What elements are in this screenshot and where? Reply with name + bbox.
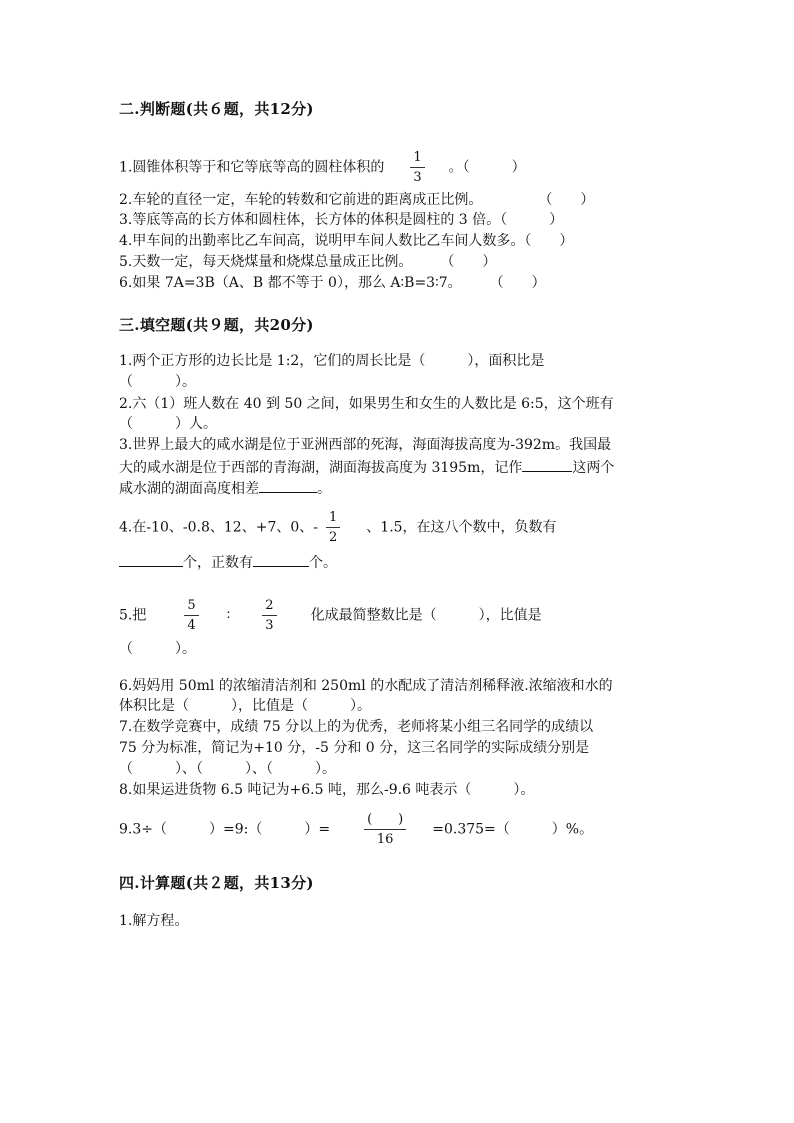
section-heading-fill: 三.填空题(共９题，共20分) [119,316,314,334]
judge-q1-text: 1.圆锥体积等于和它等底等高的圆柱体积的 [119,159,385,176]
judge-question-2: 2.车轮的直径一定，车轮的转数和它前进的距离成正比例。 （ ） [119,192,595,208]
fill-question-9: 9.3÷（ ）=9:（ ）= $\frac{( )}{16}$ =0.375=（ ）%。 [119,812,594,847]
fraction-five-fourths: $\frac{5}{4}$ [184,598,198,633]
answer-blank [522,457,572,472]
judge-question-1 [119,150,526,185]
fill-question-7a: 7.在数学竞赛中，成绩 75 分以上的为优秀，老师将某小组三名同学的成绩以 [119,719,594,735]
answer-blank [119,552,183,567]
section-heading-calc: 四.计算题(共２题，共13分) [119,874,314,892]
fraction-two-thirds: $\frac{2}{3}$ [262,598,276,633]
fill-question-4b: 个，正数有 个。 [119,552,337,572]
fraction-one-third: $\frac{1}{3}$ [410,150,424,185]
fill-question-1a: 1.两个正方形的边长比是 1:2，它们的周长比是（ ），面积比是 [119,353,545,369]
judge-question-3: 3.等底等高的长方体和圆柱体，长方体的体积是圆柱的 3 倍。（ ） [119,212,564,228]
judge-q1-answer-blank: 。（ ） [448,159,526,176]
fill-question-5b: （ ）。 [119,641,196,657]
fraction-one-half: $\frac{1}{2}$ [326,510,340,545]
fill-question-4a: 4.在-10、-0.8、12、+7、0、- $\frac{1}{2}$ 、1.5，在这八个数中，负数有 [119,510,557,545]
fill-question-2b: （ ）人。 [119,416,217,432]
fill-question-7b: 75 分为标准，简记为+10 分，-5 分和 0 分，这三名同学的实际成绩分别是 [119,740,590,756]
section-heading-judge: 二.判断题(共６题，共12分) [119,100,314,118]
fill-question-3b: 大的咸水湖是位于西部的青海湖，湖面海拔高度为 3195m，记作 这两个 [119,457,614,477]
calc-question-1: 1.解方程。 [119,913,189,929]
fill-question-2a: 2.六（1）班人数在 40 到 50 之间，如果男生和女生的人数比是 6:5，这个班有 [119,396,614,412]
judge-question-5: 5.天数一定，每天烧煤量和烧煤总量成正比例。 （ ） [119,254,497,270]
fill-question-8: 8.如果运进货物 6.5 吨记为+6.5 吨，那么-9.6 吨表示（ ）。 [119,782,535,798]
fill-question-1b: （ ）。 [119,374,196,390]
fill-question-7c: （ ）、（ ）、（ ）。 [119,761,336,777]
fill-question-6b: 体积比是（ ），比值是（ ）。 [119,698,371,714]
fill-question-3a: 3.世界上最大的咸水湖是位于亚洲西部的死海，海面海拔高度为-392m。我国最 [119,437,612,453]
answer-blank [259,478,317,493]
fill-question-5a: 5.把 $\frac{5}{4}$ ∶ $\frac{2}{3}$ 化成最简整数比是（ ），比值是 [119,598,542,633]
fraction-blank-over-sixteen: $\frac{( )}{16}$ [364,812,406,847]
fill-question-6a: 6.妈妈用 50ml 的浓缩清洁剂和 250ml 的水配成了清洁剂稀释液.浓缩液和水的 [119,678,613,694]
judge-question-4: 4.甲车间的出勤率比乙车间高，说明甲车间人数比乙车间人数多。（ ） [119,233,574,249]
judge-question-6: 6.如果 7A=3B（A、B 都不等于 0），那么 A∶B=3∶7。 （ ） [119,275,546,291]
fill-question-3c: 咸水湖的湖面高度相差 。 [119,478,331,498]
answer-blank [253,552,309,567]
